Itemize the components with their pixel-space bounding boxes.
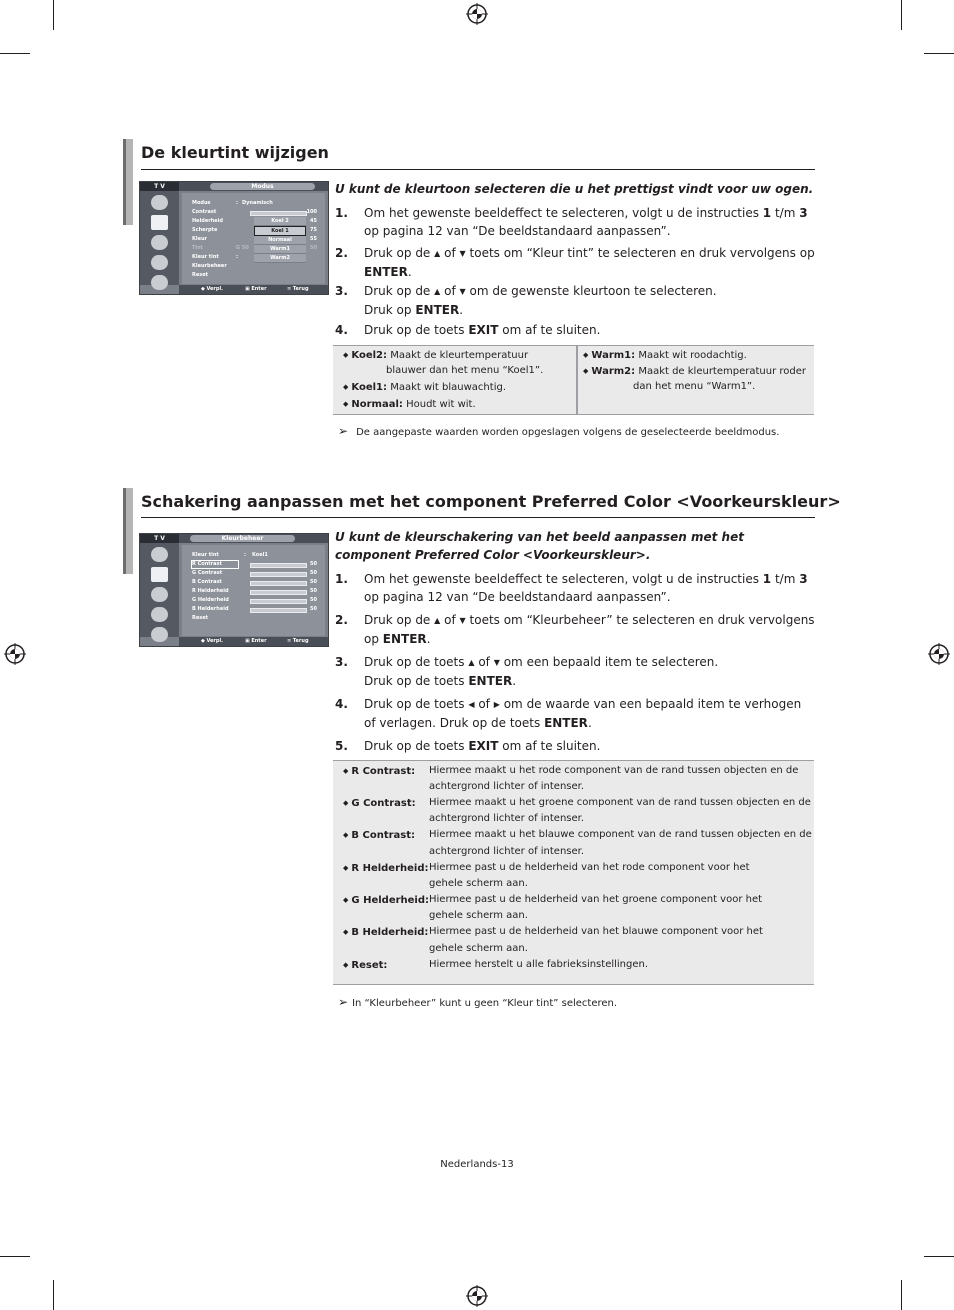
osd-row: G Contrast [192, 570, 223, 576]
setup-icon [151, 627, 168, 642]
osd-popup-item: Warm1 [254, 245, 306, 254]
osd-row: Kleur tint : [192, 254, 238, 260]
osd-value: 45 [310, 218, 317, 224]
osd-row: Kleur [192, 236, 208, 242]
option-entry: ◆ Koel1: Maakt wit blauwachtig. [343, 382, 506, 393]
picture-icon [151, 567, 168, 582]
option-entry: dan het menu “Warm1”. [633, 381, 756, 392]
option-desc: Hiermee herstelt u alle fabrieksinstellingen. [429, 959, 649, 970]
osd-row: Scherpte [192, 227, 218, 233]
osd-row: G Helderheid [192, 597, 229, 603]
section-intro: U kunt de kleurtoon selecteren die u het prettigst vindt voor uw ogen. [335, 182, 814, 196]
section-title: Schakering aanpassen met het component Preferred Color <Voorkeurskleur> [141, 492, 841, 511]
options-column-right [578, 346, 814, 414]
osd-popup-item: Normaal [254, 236, 306, 245]
osd-value: 50 [310, 570, 317, 576]
osd-row: Helderheid [192, 218, 223, 224]
sound-icon [151, 235, 168, 250]
osd-slider [250, 599, 307, 604]
section-rule [141, 169, 815, 170]
option-entry: ◆ Warm1: Maakt wit roodachtig. [583, 350, 747, 361]
osd-tv-label: T V [140, 534, 179, 543]
osd-value: 50 [310, 561, 317, 567]
osd-value: 50 [310, 588, 317, 594]
osd-tv-label: T V [140, 182, 179, 191]
osd-sidebar [140, 191, 179, 285]
right-arrow-icon: ▶ [493, 700, 500, 709]
osd-screenshot-modus [139, 181, 329, 295]
osd-footer: ◆ Verpl. ▣ Enter ≡ Terug [179, 285, 328, 294]
step-item: 5. Druk op de toets EXIT om af te sluiten. [335, 739, 601, 753]
osd-header: Modus [210, 183, 315, 190]
option-entry: ◆ Reset: [343, 960, 388, 971]
registration-mark-icon [928, 643, 950, 665]
left-arrow-icon: ◀ [468, 700, 475, 709]
option-desc: achtergrond lichter of intenser. [429, 813, 585, 824]
note-arrow-icon: ➢ [338, 995, 349, 1009]
step-item: 3. Druk op de toets ▲ of ▼ om een bepaald item te selecteren. Druk op de toets ENTER. [335, 655, 719, 688]
step-item: 4. Druk op de toets ◀ of ▶ om de waarde van een bepaald item te verhogen of verlagen. Druk op de toets ENTER. [335, 697, 802, 730]
option-desc: gehele scherm aan. [429, 878, 528, 889]
step-item: 1. Om het gewenste beeldeffect te selecteren, volgt u de instructies 1 t/m 3 op pagina 12 van “De beeldstandaard aanpassen”. [335, 572, 808, 604]
step-item: 3. Druk op de ▲ of ▼ om de gewenste kleurtoon te selecteren. Druk op ENTER. [335, 284, 717, 317]
osd-slider [250, 211, 307, 216]
option-entry: ◆ Warm2: Maakt de kleurtemperatuur roder [583, 366, 806, 377]
option-entry: ◆ B Contrast: [343, 830, 416, 841]
registration-mark-icon [4, 643, 26, 665]
option-desc: gehele scherm aan. [429, 943, 528, 954]
crop-mark [924, 1256, 954, 1257]
osd-slider [250, 590, 307, 595]
option-entry: ◆ G Contrast: [343, 798, 416, 809]
option-entry: blauwer dan het menu “Koel1”. [386, 365, 544, 376]
antenna-icon [151, 547, 168, 562]
section-accent-bar [123, 139, 133, 225]
osd-row: R Helderheid [192, 588, 229, 594]
note-arrow-icon: ➢ [338, 424, 349, 438]
crop-mark [0, 53, 30, 54]
up-arrow-icon: ▲ [434, 287, 441, 296]
crop-mark [924, 53, 954, 54]
osd-header: Kleurbeheer [190, 535, 295, 542]
section-title: De kleurtint wijzigen [141, 143, 329, 162]
osd-slider [250, 581, 307, 586]
option-desc: Hiermee maakt u het rode component van de rand tussen objecten en de [429, 765, 799, 776]
step-item: 1. Om het gewenste beeldeffect te selecteren, volgt u de instructies 1 t/m 3 op pagina 12 van “De beeldstandaard aanpassen”. [335, 206, 808, 238]
up-arrow-icon: ▲ [434, 249, 441, 258]
color-tone-options-box [333, 345, 814, 415]
option-entry: ◆ B Helderheid: [343, 927, 429, 938]
osd-row: R Contrast [192, 561, 238, 568]
section-accent-bar [123, 488, 133, 574]
section-rule [141, 517, 815, 518]
crop-mark [901, 0, 902, 30]
crop-mark [0, 1256, 30, 1257]
osd-row: B Helderheid [192, 606, 229, 612]
step-item: 2. Druk op de ▲ of ▼ toets om “Kleurbeheer” te selecteren en druk vervolgens op ENTER. [335, 613, 815, 646]
option-desc: Hiermee past u de helderheid van het blauwe component voor het [429, 926, 763, 937]
osd-sidebar [140, 543, 179, 637]
osd-popup-item: Koel 2 [254, 217, 306, 226]
setup-icon [151, 275, 168, 290]
osd-menu [182, 545, 325, 636]
osd-footer: ◆ Verpl. ▣ Enter ≡ Terug [179, 637, 328, 646]
osd-row: Reset [192, 272, 208, 278]
osd-row: Reset [192, 615, 208, 621]
step-item: 4. Druk op de toets EXIT om af te sluiten. [335, 323, 601, 337]
down-arrow-icon: ▼ [459, 249, 466, 258]
osd-slider [250, 608, 307, 613]
down-arrow-icon: ▼ [493, 658, 500, 667]
down-arrow-icon: ▼ [459, 287, 466, 296]
osd-row: Kleur tint : Koel1 [192, 552, 268, 558]
option-desc: gehele scherm aan. [429, 910, 528, 921]
crop-mark [53, 1280, 54, 1310]
sound-icon [151, 587, 168, 602]
osd-value: 50 [310, 606, 317, 612]
osd-screenshot-kleurbeheer [139, 533, 329, 647]
option-entry: ◆ R Helderheid: [343, 863, 429, 874]
options-column-left [333, 346, 578, 414]
osd-slider [250, 563, 307, 568]
up-arrow-icon: ▲ [468, 658, 475, 667]
channel-icon [151, 607, 168, 622]
osd-color-tone-popup [254, 217, 306, 263]
osd-row: B Contrast [192, 579, 222, 585]
option-desc: Hiermee maakt u het groene component van de rand tussen objecten en de [429, 797, 811, 808]
osd-row: Tint G 50 [192, 245, 249, 251]
osd-value: 100 [306, 209, 317, 215]
crop-mark [901, 1280, 902, 1310]
option-desc: Hiermee maakt u het blauwe component van de rand tussen objecten en de [429, 829, 812, 840]
osd-row: Kleurbeheer [192, 263, 227, 269]
note: ➢ In “Kleurbeheer” kunt u geen “Kleur tint” selecteren. [338, 995, 618, 1009]
picture-icon [151, 215, 168, 230]
registration-mark-icon [466, 3, 488, 25]
osd-value: 50 [310, 597, 317, 603]
antenna-icon [151, 195, 168, 210]
osd-row: Contrast [192, 209, 217, 215]
option-desc: achtergrond lichter of intenser. [429, 781, 585, 792]
option-desc: Hiermee past u de helderheid van het rode component voor het [429, 862, 750, 873]
osd-row: Modus : Dynamisch [192, 200, 273, 206]
osd-popup-item: Warm2 [254, 254, 306, 263]
osd-value: 55 [310, 236, 317, 242]
page-footer: Nederlands-13 [440, 1159, 514, 1170]
up-arrow-icon: ▲ [434, 616, 441, 625]
option-desc: Hiermee past u de helderheid van het groene component voor het [429, 894, 763, 905]
step-item: 2. Druk op de ▲ of ▼ toets om “Kleur tint” te selecteren en druk vervolgens op ENTER. [335, 246, 815, 279]
osd-menu [182, 193, 325, 284]
option-desc: achtergrond lichter of intenser. [429, 846, 585, 857]
section-intro: U kunt de kleurschakering van het beeld aanpassen met het component Preferred Color <Voorkeurskleur>. [335, 530, 744, 562]
color-control-options-box [333, 760, 814, 985]
option-entry: ◆ G Helderheid: [343, 895, 430, 906]
osd-value: 50 [310, 579, 317, 585]
option-entry: ◆ Normaal: Houdt wit wit. [343, 399, 476, 410]
osd-slider [250, 572, 307, 577]
channel-icon [151, 255, 168, 270]
osd-popup-item: Koel 1 [254, 226, 306, 236]
osd-value: 50 [310, 245, 317, 251]
down-arrow-icon: ▼ [459, 616, 466, 625]
option-entry: ◆ Koel2: Maakt de kleurtemperatuur [343, 350, 529, 361]
registration-mark-icon [466, 1285, 488, 1307]
osd-value: 75 [310, 227, 317, 233]
note: ➢ De aangepaste waarden worden opgeslagen volgens de geselecteerde beeldmodus. [338, 424, 780, 438]
crop-mark [53, 0, 54, 30]
option-entry: ◆ R Contrast: [343, 766, 416, 777]
